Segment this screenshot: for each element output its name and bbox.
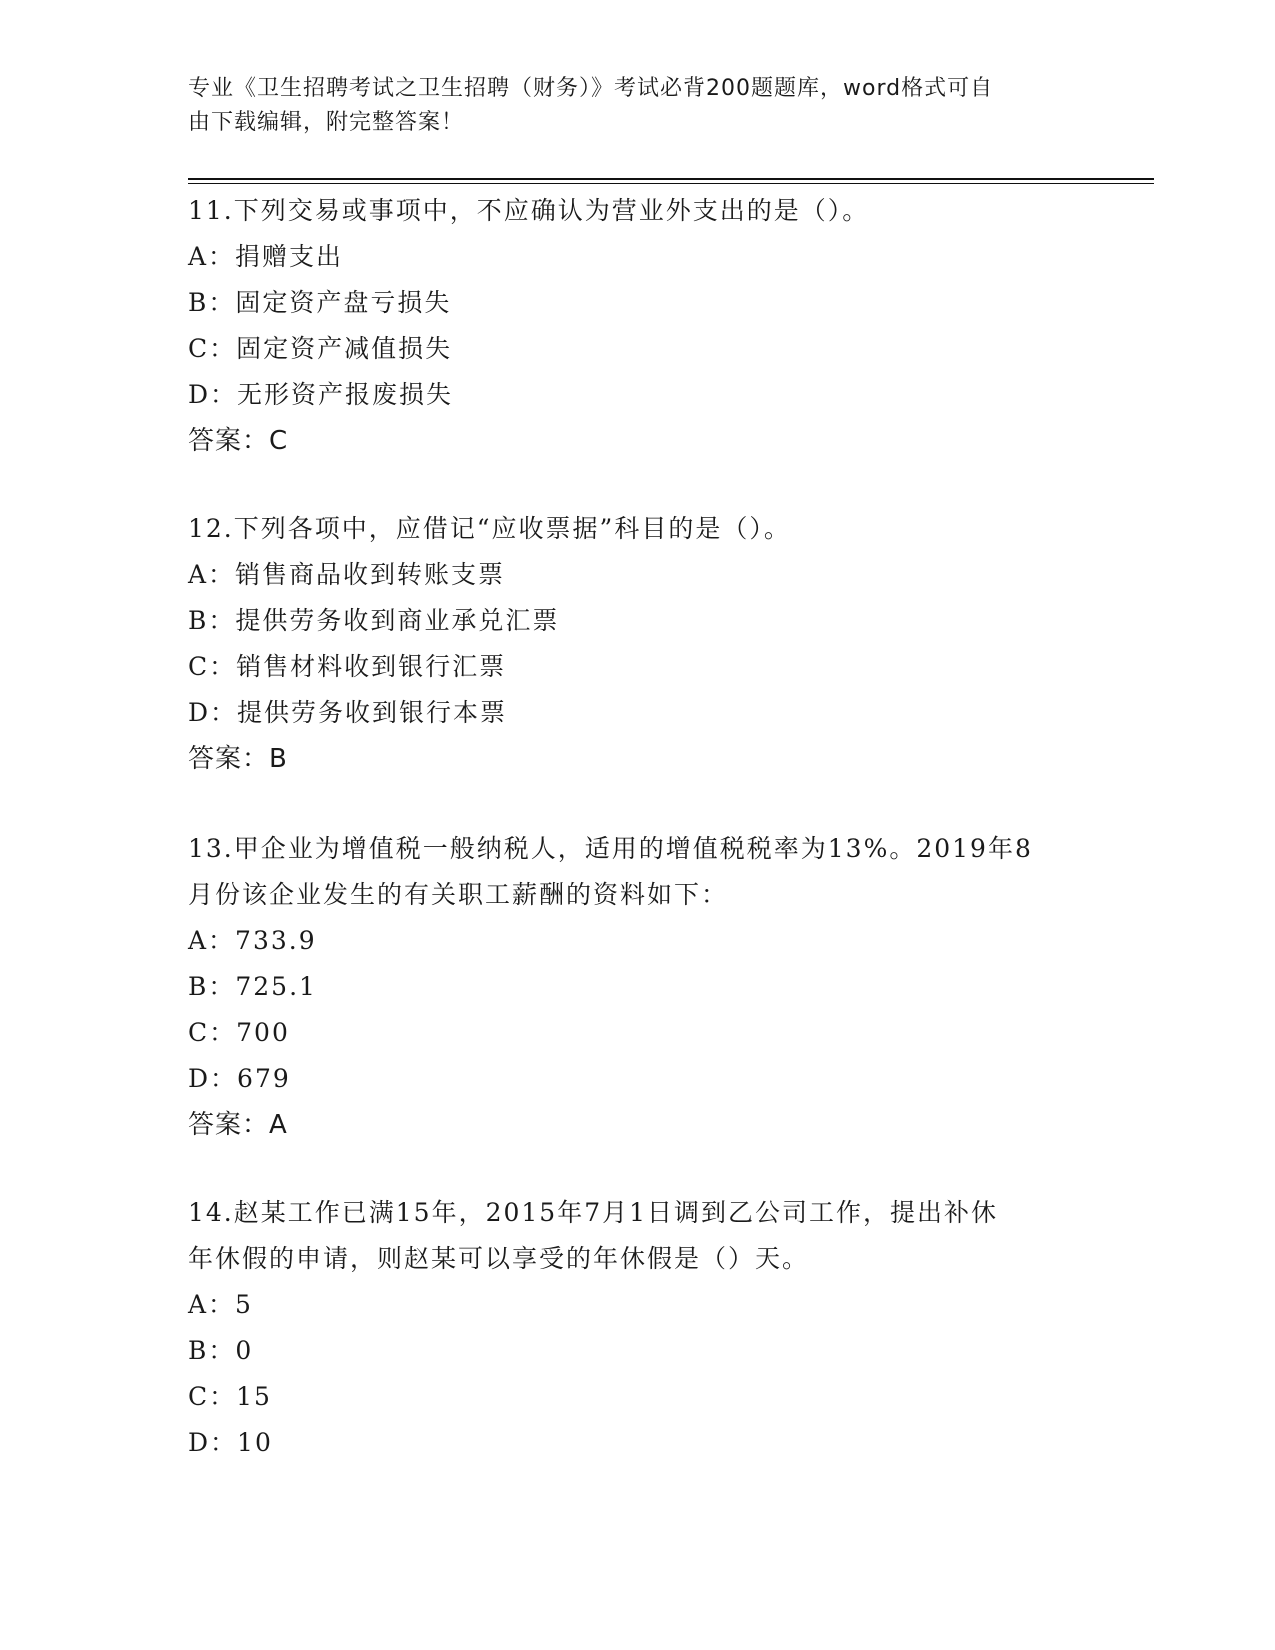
question-12 (188, 506, 1068, 782)
header-divider-thick (188, 178, 1154, 180)
option-d: D：10 (188, 1428, 273, 1457)
question-stem-line-2: 年休假的申请，则赵某可以享受的年休假是（）天。 (188, 1244, 810, 1273)
header-divider-thin (188, 183, 1154, 184)
answer-line: 答案：A (188, 1110, 288, 1140)
document-header (188, 72, 1068, 140)
header-line-1: 专业《卫生招聘考试之卫生招聘（财务）》考试必背200题题库，word格式可自 (188, 76, 994, 101)
question-stem-line-1: 13.甲企业为增值税一般纳税人，适用的增值税税率为13%。2019年8 (188, 834, 1033, 863)
option-c: C：15 (188, 1382, 272, 1411)
option-a: A：销售商品收到转账支票 (188, 560, 506, 589)
option-b: B：725.1 (188, 972, 317, 1001)
option-d: D：679 (188, 1064, 291, 1093)
answer-line: 答案：B (188, 744, 288, 774)
option-a: A：5 (188, 1290, 253, 1319)
option-d: D：无形资产报废损失 (188, 380, 454, 409)
option-c: C：销售材料收到银行汇票 (188, 652, 507, 681)
option-a: A：捐赠支出 (188, 242, 344, 271)
answer-line: 答案：C (188, 426, 289, 456)
option-b: B：提供劳务收到商业承兑汇票 (188, 606, 560, 635)
question-stem: 12.下列各项中，应借记“应收票据”科目的是（）。 (188, 514, 791, 543)
question-14 (188, 1190, 1068, 1466)
question-stem-line-1: 14.赵某工作已满15年，2015年7月1日调到乙公司工作，提出补休 (188, 1198, 999, 1227)
option-d: D：提供劳务收到银行本票 (188, 698, 508, 727)
option-b: B：0 (188, 1336, 254, 1365)
question-stem-line-2: 月份该企业发生的有关职工薪酬的资料如下： (188, 880, 729, 909)
question-13 (188, 826, 1068, 1148)
option-a: A：733.9 (188, 926, 317, 955)
header-line-2: 由下载编辑，附完整答案！ (188, 110, 465, 135)
option-c: C：700 (188, 1018, 290, 1047)
question-stem: 11.下列交易或事项中，不应确认为营业外支出的是（）。 (188, 196, 870, 225)
option-b: B：固定资产盘亏损失 (188, 288, 452, 317)
option-c: C：固定资产减值损失 (188, 334, 453, 363)
question-11 (188, 188, 1068, 464)
